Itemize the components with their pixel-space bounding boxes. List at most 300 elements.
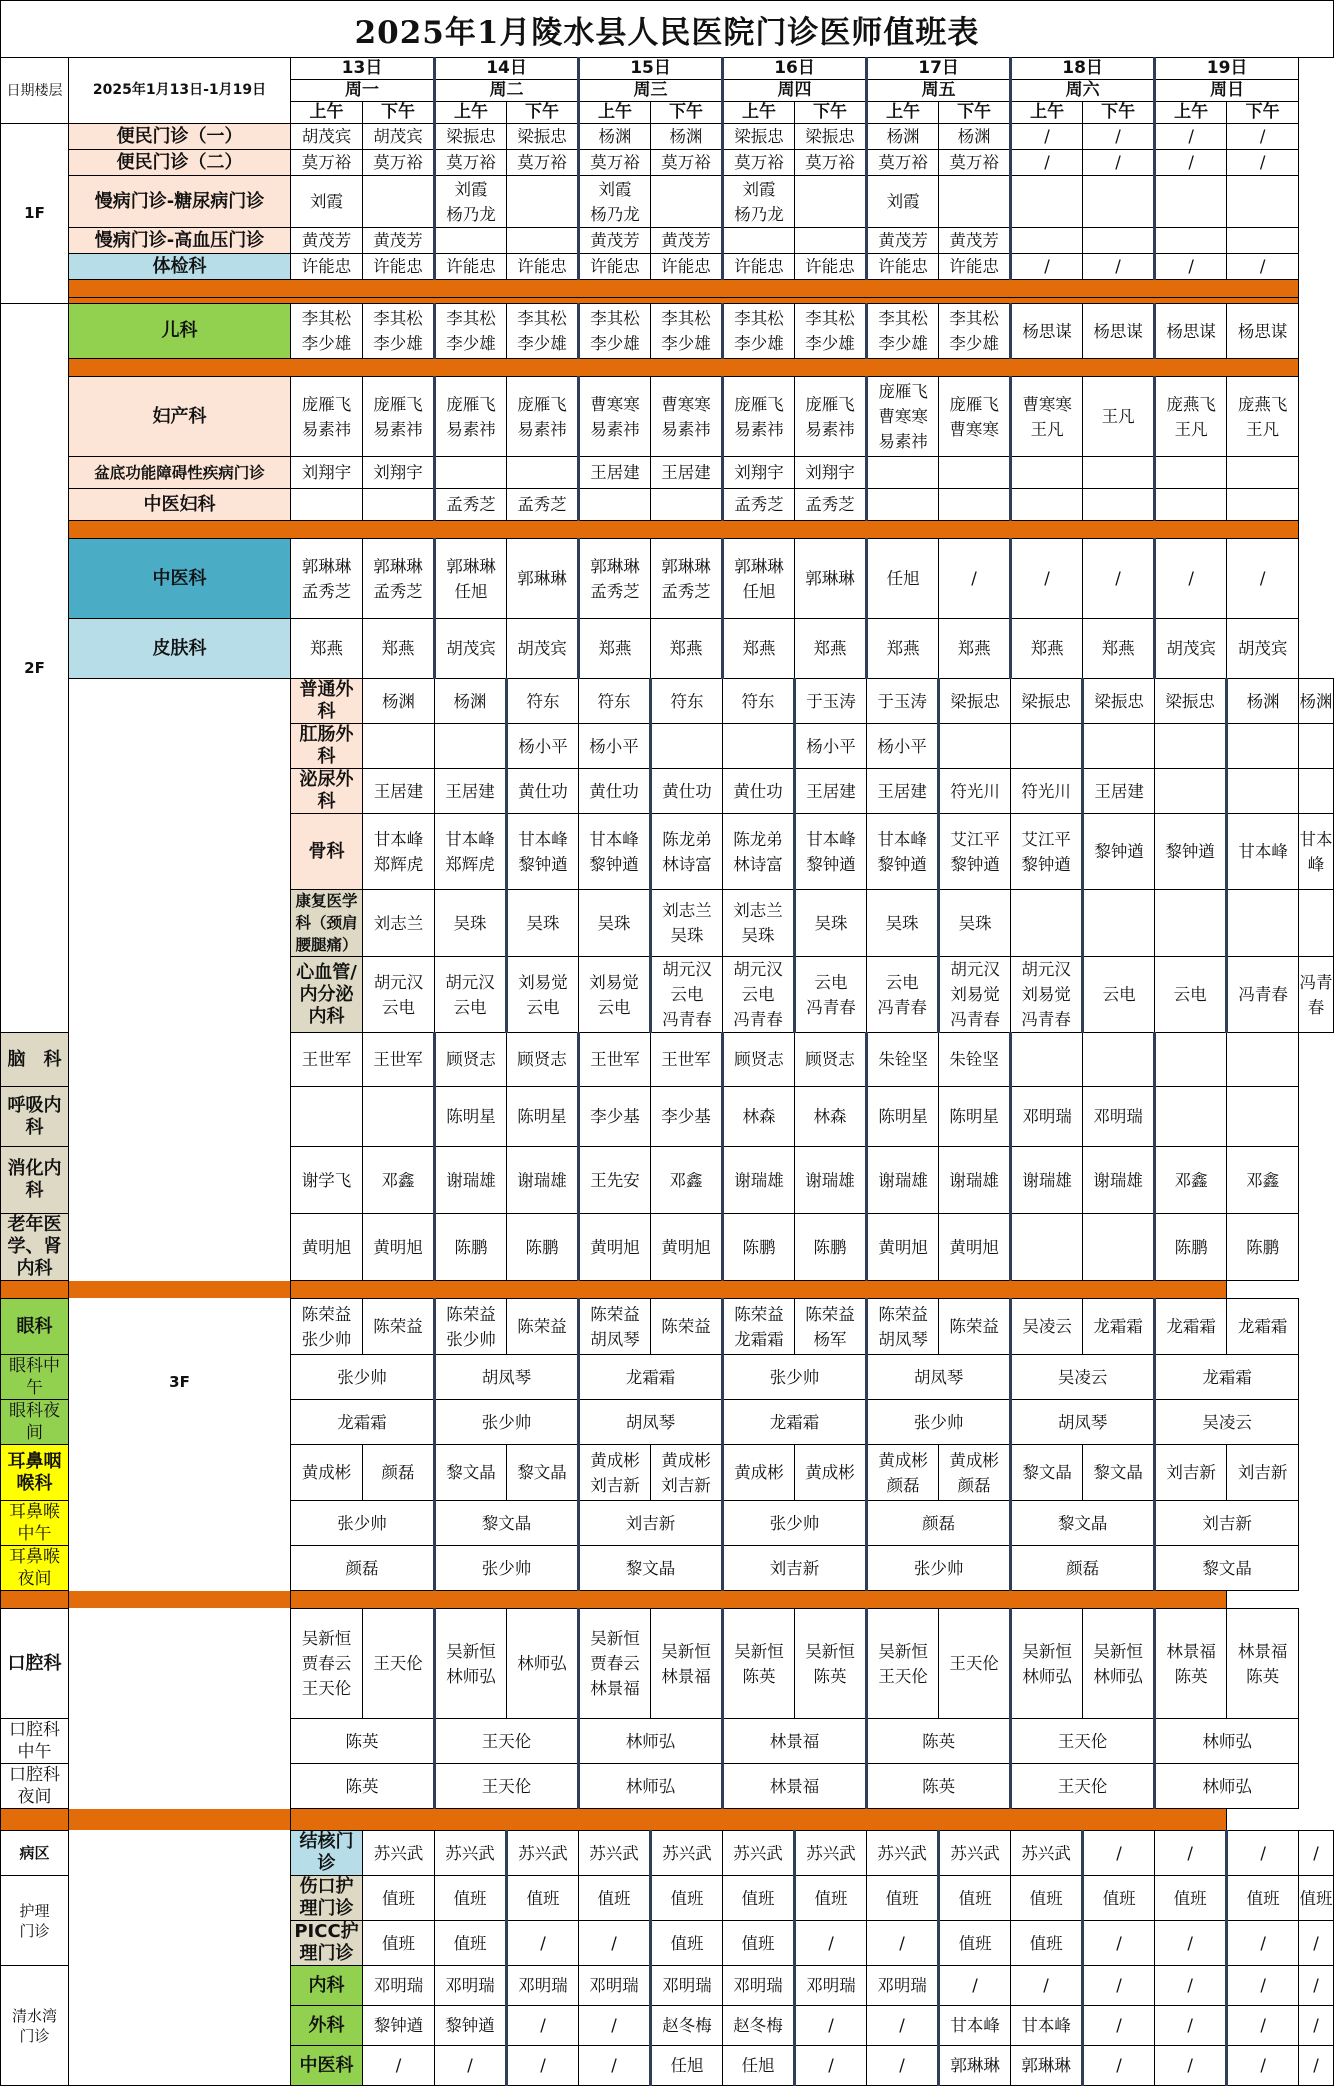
duty-cell: 刘霞 杨乃龙 — [723, 176, 795, 228]
duty-cell: 陈龙弟 林诗富 — [651, 814, 723, 890]
department-name: 内科 — [291, 1966, 363, 2006]
duty-cell: 杨思谋 — [1155, 304, 1227, 359]
duty-cell: 庞雁飞 易素祎 — [795, 377, 867, 457]
duty-cell — [867, 457, 939, 489]
duty-cell: / — [1083, 539, 1155, 619]
duty-cell: 杨渊 — [1227, 679, 1299, 724]
page-title: 2025年1月陵水县人民医院门诊医师值班表 — [0, 0, 1334, 58]
department-name: 呼吸内科 — [1, 1087, 69, 1147]
duty-cell: / — [1227, 2006, 1299, 2046]
duty-cell: 于玉涛 — [867, 679, 939, 724]
duty-cell: 王居建 — [435, 769, 507, 814]
duty-cell: 陈荣益 龙霜霜 — [723, 1299, 795, 1355]
duty-cell — [1155, 890, 1227, 957]
duty-cell: 云电 — [1083, 957, 1155, 1033]
duty-cell: 刘易觉 云电 — [579, 957, 651, 1033]
duty-cell: 郭琳琳 孟秀芝 — [579, 539, 651, 619]
duty-cell: 郑燕 — [1083, 619, 1155, 679]
pm-label: 下午 — [651, 102, 723, 124]
duty-cell: 苏兴武 — [579, 1831, 651, 1876]
duty-cell: 莫万裕 — [867, 150, 939, 176]
duty-cell: 陈英 — [867, 1719, 1011, 1764]
duty-cell: / — [1227, 1831, 1299, 1876]
duty-cell: 林森 — [723, 1087, 795, 1147]
duty-cell: / — [939, 539, 1011, 619]
department-name: 结核门诊 — [291, 1831, 363, 1876]
duty-cell: 值班 — [1083, 1876, 1155, 1921]
duty-cell: 杨渊 — [651, 124, 723, 150]
orange-separator — [69, 359, 1299, 377]
duty-cell: 苏兴武 — [507, 1831, 579, 1876]
department-name: 康复医学科（颈肩腰腿痛） — [291, 890, 363, 957]
duty-cell: 谢学飞 — [291, 1147, 363, 1214]
duty-cell: 黎钟遒 — [1155, 814, 1227, 890]
duty-cell — [1083, 457, 1155, 489]
department-name: 便民门诊（二） — [69, 150, 291, 176]
day-weekday: 周六 — [1011, 80, 1155, 102]
duty-cell — [939, 176, 1011, 228]
duty-cell — [795, 228, 867, 254]
duty-cell: 梁振忠 — [435, 124, 507, 150]
duty-cell: 甘本峰 郑辉虎 — [363, 814, 435, 890]
department-name: 中医妇科 — [69, 489, 291, 521]
duty-cell: / — [1083, 2006, 1155, 2046]
duty-cell: 郑燕 — [579, 619, 651, 679]
department-name: 眼科中午 — [1, 1355, 69, 1400]
am-label: 上午 — [435, 102, 507, 124]
duty-cell: 刘翔宇 — [291, 457, 363, 489]
duty-cell: 于玉涛 — [795, 679, 867, 724]
duty-cell: / — [1155, 150, 1227, 176]
duty-cell: 杨思谋 — [1227, 304, 1299, 359]
duty-cell: 胡元汉 云电 冯青春 — [723, 957, 795, 1033]
duty-cell: / — [1155, 254, 1227, 280]
duty-cell: 值班 — [867, 1876, 939, 1921]
duty-cell — [1011, 176, 1083, 228]
duty-cell: 林景福 — [723, 1719, 867, 1764]
duty-cell: 黄仕功 — [651, 769, 723, 814]
duty-cell: 王天伦 — [363, 1609, 435, 1719]
duty-cell: 胡元汉 云电 — [435, 957, 507, 1033]
duty-cell: 谢瑞雄 — [723, 1147, 795, 1214]
duty-cell: 刘志兰 吴珠 — [651, 890, 723, 957]
duty-cell: 杨渊 — [867, 124, 939, 150]
duty-cell: 林师弘 — [1155, 1719, 1299, 1764]
duty-cell: 陈明星 — [939, 1087, 1011, 1147]
duty-cell: / — [1227, 254, 1299, 280]
duty-cell — [1083, 890, 1155, 957]
pm-label: 下午 — [507, 102, 579, 124]
duty-cell: / — [1011, 1966, 1083, 2006]
duty-cell: 张少帅 — [435, 1546, 579, 1591]
day-date: 14日 — [435, 58, 579, 80]
duty-cell: 李其松 李少雄 — [795, 304, 867, 359]
duty-cell: 刘霞 杨乃龙 — [435, 176, 507, 228]
duty-cell: 值班 — [795, 1876, 867, 1921]
floor-label: 病区 — [1, 1831, 69, 1876]
duty-cell — [363, 489, 435, 521]
duty-cell: 顾贤志 — [435, 1033, 507, 1087]
separator-bar — [1, 359, 1334, 377]
duty-cell: 王天伦 — [939, 1609, 1011, 1719]
duty-cell: 孟秀芝 — [795, 489, 867, 521]
department-name: 伤口护理门诊 — [291, 1876, 363, 1921]
schedule-row — [1, 150, 1334, 176]
duty-cell: 李其松 李少雄 — [435, 304, 507, 359]
duty-cell: 杨渊 — [435, 679, 507, 724]
duty-cell: 朱铨坚 — [867, 1033, 939, 1087]
duty-cell: 值班 — [1011, 1921, 1083, 1966]
duty-cell — [1155, 1087, 1227, 1147]
duty-cell: 陈荣益 — [363, 1299, 435, 1355]
duty-cell: 刘霞 — [867, 176, 939, 228]
am-label: 上午 — [723, 102, 795, 124]
duty-cell: 陈荣益 杨军 — [795, 1299, 867, 1355]
duty-cell — [1299, 890, 1334, 957]
duty-cell: 刘翔宇 — [723, 457, 795, 489]
duty-cell: 黎文晶 — [579, 1546, 723, 1591]
duty-cell — [651, 489, 723, 521]
schedule-row — [1, 619, 1334, 679]
schedule-row — [1, 679, 1334, 724]
duty-cell: / — [1011, 124, 1083, 150]
duty-cell — [1011, 1033, 1083, 1087]
duty-cell: 黄明旭 — [939, 1214, 1011, 1281]
department-name: 中医科 — [69, 539, 291, 619]
am-label: 上午 — [579, 102, 651, 124]
duty-cell — [507, 176, 579, 228]
duty-cell: 杨渊 — [939, 124, 1011, 150]
duty-cell: / — [1155, 1921, 1227, 1966]
duty-cell — [1227, 457, 1299, 489]
day-weekday: 周日 — [1155, 80, 1299, 102]
duty-cell: 黎文晶 — [1083, 1445, 1155, 1501]
duty-cell: 黄茂芳 — [291, 228, 363, 254]
duty-cell: / — [1155, 124, 1227, 150]
duty-cell — [1227, 489, 1299, 521]
duty-cell: 杨渊 — [363, 679, 435, 724]
duty-cell — [723, 724, 795, 769]
duty-cell — [1155, 228, 1227, 254]
duty-cell: 陈明星 — [435, 1087, 507, 1147]
duty-cell: 林森 — [795, 1087, 867, 1147]
duty-cell: 林景福 陈英 — [1155, 1609, 1227, 1719]
duty-cell: 吴珠 — [579, 890, 651, 957]
duty-cell: / — [867, 2006, 939, 2046]
duty-cell: 艾江平 黎钟遒 — [1011, 814, 1083, 890]
duty-cell: 胡茂宾 — [435, 619, 507, 679]
duty-cell: 符东 — [723, 679, 795, 724]
duty-cell: 邓明瑞 — [435, 1966, 507, 2006]
duty-cell: 邓明瑞 — [867, 1966, 939, 2006]
duty-cell: 孟秀芝 — [507, 489, 579, 521]
duty-cell: 张少帅 — [435, 1400, 579, 1445]
duty-cell: 郑燕 — [651, 619, 723, 679]
duty-cell: 陈荣益 胡凤琴 — [579, 1299, 651, 1355]
duty-cell: 李其松 李少雄 — [867, 304, 939, 359]
duty-cell: 胡凤琴 — [435, 1355, 579, 1400]
duty-cell: 陈英 — [291, 1764, 435, 1809]
duty-cell: 黄茂芳 — [939, 228, 1011, 254]
duty-cell — [1299, 724, 1334, 769]
duty-cell: 王天伦 — [1011, 1719, 1155, 1764]
duty-cell — [291, 1087, 363, 1147]
department-name: 便民门诊（一） — [69, 124, 291, 150]
duty-cell: / — [1299, 1966, 1334, 2006]
duty-cell: 梁振忠 — [795, 124, 867, 150]
department-name: 皮肤科 — [69, 619, 291, 679]
duty-cell: 王世军 — [651, 1033, 723, 1087]
duty-cell: 李其松 李少雄 — [291, 304, 363, 359]
duty-cell: 孟秀芝 — [723, 489, 795, 521]
duty-cell: 陈鹏 — [1155, 1214, 1227, 1281]
duty-cell — [435, 724, 507, 769]
duty-cell: 邓鑫 — [363, 1147, 435, 1214]
floor-label: 2F — [1, 304, 69, 1033]
duty-cell: 吴新恒 贾春云 王天伦 — [291, 1609, 363, 1719]
duty-cell: 吴新恒 王天伦 — [867, 1609, 939, 1719]
duty-cell: 梁振忠 — [507, 124, 579, 150]
day-weekday: 周一 — [291, 80, 435, 102]
department-name: 眼科夜间 — [1, 1400, 69, 1445]
floor-label: 护理 门诊 — [1, 1876, 69, 1966]
duty-cell: 陈荣益 胡凤琴 — [867, 1299, 939, 1355]
pm-label: 下午 — [939, 102, 1011, 124]
duty-cell: / — [1299, 1921, 1334, 1966]
duty-cell — [1083, 176, 1155, 228]
floor-label: 3F — [69, 679, 291, 2086]
duty-cell: 刘易觉 云电 — [507, 957, 579, 1033]
duty-cell: 杨小平 — [579, 724, 651, 769]
duty-cell: / — [1227, 124, 1299, 150]
duty-cell: / — [435, 2046, 507, 2086]
duty-cell: 颜磊 — [867, 1501, 1011, 1546]
schedule-row — [1, 228, 1334, 254]
duty-cell: / — [1155, 539, 1227, 619]
duty-cell: 刘吉新 — [723, 1546, 867, 1591]
duty-cell: 李其松 李少雄 — [363, 304, 435, 359]
duty-cell: 任旭 — [723, 2046, 795, 2086]
department-name: 脑 科 — [1, 1033, 69, 1087]
duty-cell: / — [507, 1921, 579, 1966]
duty-cell: 顾贤志 — [723, 1033, 795, 1087]
duty-cell: 黄成彬 刘吉新 — [651, 1445, 723, 1501]
duty-cell: 林师弘 — [1155, 1764, 1299, 1809]
duty-cell: 陈荣益 — [939, 1299, 1011, 1355]
department-name: 耳鼻喉夜间 — [1, 1546, 69, 1591]
duty-cell: 庞燕飞 王凡 — [1155, 377, 1227, 457]
orange-separator — [1, 1809, 1227, 1831]
duty-cell: 王天伦 — [435, 1719, 579, 1764]
duty-cell — [1155, 176, 1227, 228]
duty-cell: 苏兴武 — [651, 1831, 723, 1876]
duty-cell: 苏兴武 — [1011, 1831, 1083, 1876]
duty-cell: 林景福 陈英 — [1227, 1609, 1299, 1719]
duty-cell — [723, 228, 795, 254]
duty-cell: 林师弘 — [579, 1764, 723, 1809]
duty-cell — [1011, 724, 1083, 769]
duty-cell: 许能忠 — [579, 254, 651, 280]
duty-cell: 符光川 — [939, 769, 1011, 814]
duty-cell: 郭琳琳 孟秀芝 — [651, 539, 723, 619]
duty-cell — [1155, 489, 1227, 521]
duty-cell: 吴新恒 林景福 — [651, 1609, 723, 1719]
duty-cell — [1011, 228, 1083, 254]
duty-cell: 王居建 — [795, 769, 867, 814]
duty-cell: / — [1083, 254, 1155, 280]
duty-cell — [1227, 724, 1299, 769]
duty-cell: 值班 — [651, 1876, 723, 1921]
duty-cell: 值班 — [1011, 1876, 1083, 1921]
duty-cell: 陈英 — [291, 1719, 435, 1764]
duty-cell: 许能忠 — [723, 254, 795, 280]
duty-cell: 杨小平 — [867, 724, 939, 769]
duty-cell: 云电 冯青春 — [867, 957, 939, 1033]
duty-cell: 黎钟遒 — [435, 2006, 507, 2046]
day-date: 18日 — [1011, 58, 1155, 80]
duty-cell: 梁振忠 — [939, 679, 1011, 724]
day-date: 15日 — [579, 58, 723, 80]
schedule-row — [1, 539, 1334, 619]
duty-cell: 胡元汉 刘易觉 冯青春 — [1011, 957, 1083, 1033]
duty-cell: 王世军 — [579, 1033, 651, 1087]
duty-cell: 苏兴武 — [723, 1831, 795, 1876]
duty-cell — [1155, 457, 1227, 489]
department-name: 耳鼻喉中午 — [1, 1501, 69, 1546]
duty-cell: 李其松 李少雄 — [939, 304, 1011, 359]
duty-cell: 莫万裕 — [363, 150, 435, 176]
duty-cell: / — [1299, 2046, 1334, 2086]
duty-cell: 谢瑞雄 — [939, 1147, 1011, 1214]
duty-cell: 邓鑫 — [651, 1147, 723, 1214]
orange-separator — [69, 521, 1299, 539]
duty-cell: 莫万裕 — [291, 150, 363, 176]
duty-cell: 赵冬梅 — [651, 2006, 723, 2046]
department-name: 消化内科 — [1, 1147, 69, 1214]
duty-cell: 胡茂宾 — [1227, 619, 1299, 679]
duty-cell: / — [1227, 150, 1299, 176]
duty-cell: 甘本峰 — [939, 2006, 1011, 2046]
duty-cell: 苏兴武 — [435, 1831, 507, 1876]
duty-cell: 许能忠 — [363, 254, 435, 280]
duty-cell: 值班 — [651, 1921, 723, 1966]
duty-cell: 刘霞 — [291, 176, 363, 228]
duty-cell: 黄茂芳 — [363, 228, 435, 254]
duty-cell: / — [579, 2006, 651, 2046]
duty-cell: 杨小平 — [795, 724, 867, 769]
duty-cell — [1011, 890, 1083, 957]
duty-cell: 颜磊 — [1011, 1546, 1155, 1591]
duty-cell: 苏兴武 — [795, 1831, 867, 1876]
schedule-row — [1, 124, 1334, 150]
duty-cell: 黎钟遒 — [1083, 814, 1155, 890]
am-label: 上午 — [867, 102, 939, 124]
duty-cell: 黄明旭 — [651, 1214, 723, 1281]
duty-cell: 张少帅 — [291, 1501, 435, 1546]
duty-cell: / — [1227, 1966, 1299, 2006]
duty-cell: 黄明旭 — [579, 1214, 651, 1281]
duty-cell: 刘志兰 — [363, 890, 435, 957]
duty-cell — [579, 489, 651, 521]
duty-cell: / — [867, 2046, 939, 2086]
duty-cell: 黎文晶 — [1155, 1546, 1299, 1591]
duty-cell: 陈鹏 — [435, 1214, 507, 1281]
duty-cell: / — [867, 1921, 939, 1966]
duty-cell: 值班 — [939, 1876, 1011, 1921]
duty-cell — [1083, 1033, 1155, 1087]
duty-cell: 王天伦 — [435, 1764, 579, 1809]
duty-cell: / — [1155, 2006, 1227, 2046]
duty-cell: 黎文晶 — [1011, 1501, 1155, 1546]
duty-cell: 庞燕飞 王凡 — [1227, 377, 1299, 457]
duty-cell: 陈明星 — [507, 1087, 579, 1147]
duty-cell: 胡元汉 刘易觉 冯青春 — [939, 957, 1011, 1033]
duty-cell: 莫万裕 — [723, 150, 795, 176]
duty-cell: 值班 — [363, 1921, 435, 1966]
duty-cell: 邓明瑞 — [1083, 1087, 1155, 1147]
duty-cell: 王居建 — [651, 457, 723, 489]
duty-cell: 黄仕功 — [507, 769, 579, 814]
duty-cell: / — [1011, 254, 1083, 280]
duty-cell: 邓鑫 — [1155, 1147, 1227, 1214]
duty-cell: 李少基 — [579, 1087, 651, 1147]
duty-cell: 黄茂芳 — [651, 228, 723, 254]
department-name: 普通外科 — [291, 679, 363, 724]
duty-cell: 刘吉新 — [579, 1501, 723, 1546]
duty-cell: 黄成彬 — [291, 1445, 363, 1501]
duty-cell: 黄成彬 — [723, 1445, 795, 1501]
duty-cell: 吴凌云 — [1011, 1355, 1155, 1400]
duty-cell: 黄成彬 颜磊 — [867, 1445, 939, 1501]
separator-bar — [1, 1809, 1334, 1831]
duty-cell: 庞雁飞 易素祎 — [363, 377, 435, 457]
floor-label: 清水湾 门诊 — [1, 1966, 69, 2086]
duty-cell: 龙霜霜 — [291, 1400, 435, 1445]
duty-cell: 莫万裕 — [435, 150, 507, 176]
duty-cell: 邓明瑞 — [795, 1966, 867, 2006]
duty-cell — [1011, 1214, 1083, 1281]
duty-cell: 吴凌云 — [1011, 1299, 1083, 1355]
duty-cell: 黎文晶 — [507, 1445, 579, 1501]
duty-cell: 谢瑞雄 — [795, 1147, 867, 1214]
duty-cell: 谢瑞雄 — [1011, 1147, 1083, 1214]
duty-cell: / — [1011, 150, 1083, 176]
duty-cell: 张少帅 — [867, 1400, 1011, 1445]
duty-cell — [1299, 769, 1334, 814]
duty-cell — [795, 176, 867, 228]
orange-separator — [69, 280, 1299, 298]
duty-cell — [1083, 228, 1155, 254]
schedule-row — [1, 254, 1334, 280]
duty-cell: 黄明旭 — [363, 1214, 435, 1281]
schedule-table — [0, 57, 1334, 2086]
department-name: 眼科 — [1, 1299, 69, 1355]
duty-cell: 郑燕 — [363, 619, 435, 679]
duty-cell: 陈鹏 — [795, 1214, 867, 1281]
duty-cell: 黄茂芳 — [867, 228, 939, 254]
duty-cell — [435, 228, 507, 254]
duty-cell: 郭琳琳 孟秀芝 — [291, 539, 363, 619]
duty-cell: 甘本峰 黎钟遒 — [867, 814, 939, 890]
duty-cell: / — [1083, 1966, 1155, 2006]
duty-cell: 龙霜霜 — [1155, 1355, 1299, 1400]
department-name: 口腔科中午 — [1, 1719, 69, 1764]
day-date: 19日 — [1155, 58, 1299, 80]
duty-cell: 颜磊 — [291, 1546, 435, 1591]
schedule-row — [1, 176, 1334, 228]
duty-cell: / — [1083, 1831, 1155, 1876]
duty-cell: 刘翔宇 — [363, 457, 435, 489]
